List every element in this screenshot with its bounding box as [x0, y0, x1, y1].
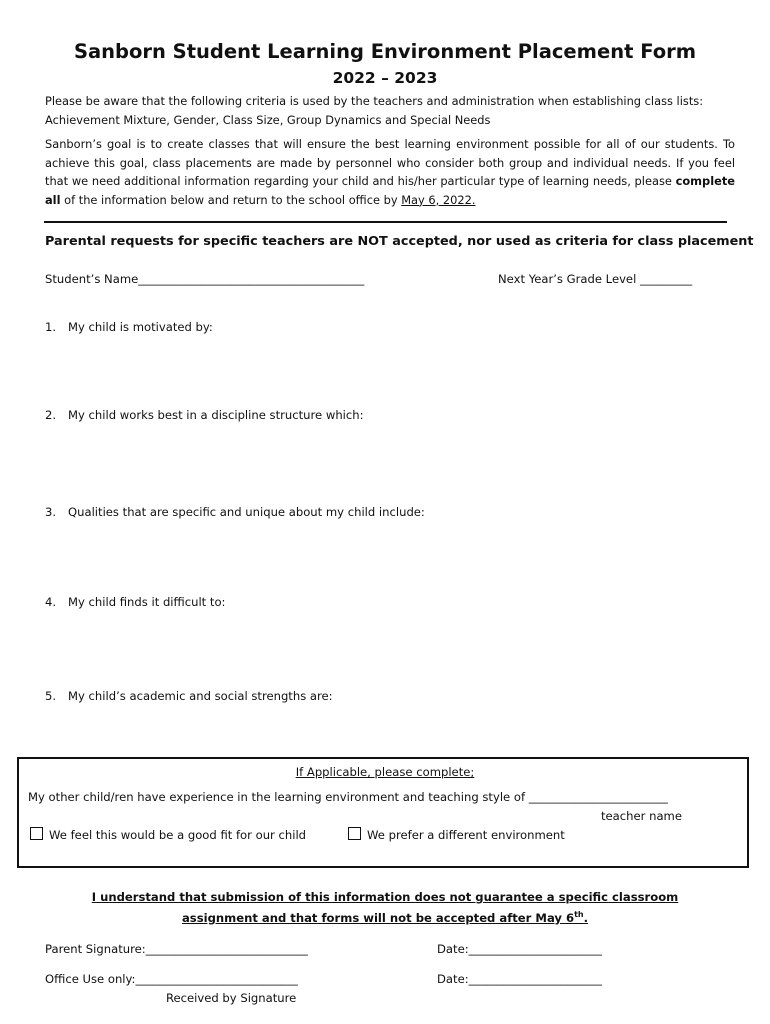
- question-5: [45, 689, 333, 703]
- parent-signature-blank[interactable]: ____________________________: [145, 942, 308, 956]
- different-environment-option[interactable]: [348, 827, 565, 842]
- office-date-field[interactable]: [437, 972, 602, 986]
- acknowledgement-end: .: [583, 910, 589, 925]
- if-applicable-heading: If Applicable, please complete;: [295, 765, 475, 779]
- question-text: Qualities that are specific and unique about my child include:: [68, 505, 425, 519]
- good-fit-option[interactable]: [30, 827, 306, 842]
- question-text: My child finds it difficult to:: [68, 595, 226, 609]
- question-2: [45, 408, 364, 422]
- parent-signature-label: Parent Signature:: [45, 942, 146, 956]
- question-text: My child is motivated by:: [68, 320, 213, 334]
- good-fit-label: We feel this would be a good fit for our child: [49, 828, 307, 842]
- question-4: [45, 595, 225, 609]
- received-by-caption: Received by Signature: [166, 991, 297, 1005]
- question-number: 3.: [45, 505, 57, 519]
- school-year: 2022 – 2023: [332, 69, 438, 87]
- different-environment-label: We prefer a different environment: [367, 828, 565, 842]
- question-number: 5.: [45, 689, 57, 703]
- sibling-experience-text: My other child/ren have experience in the learning environment and teaching style of: [28, 790, 526, 804]
- grade-level-field[interactable]: [498, 272, 692, 286]
- student-name-field[interactable]: [45, 272, 364, 286]
- goal-bold-text: complete all: [45, 174, 735, 207]
- office-use-blank[interactable]: ____________________________: [135, 972, 298, 986]
- parent-signature-field[interactable]: [45, 942, 308, 956]
- grade-level-blank[interactable]: _________: [639, 272, 693, 286]
- question-number: 1.: [45, 320, 57, 334]
- question-number: 4.: [45, 595, 57, 609]
- parent-date-label: Date:: [437, 942, 469, 956]
- criteria-line-1: Please be aware that the following criteria is used by the teachers and administration when establishing class lists:: [45, 94, 704, 108]
- office-date-label: Date:: [437, 972, 469, 986]
- acknowledgement-line-2: [0, 906, 770, 927]
- acknowledgement-sup: th: [574, 910, 584, 919]
- goal-text: Sanborn’s goal is to create classes that will ensure the best learning environment possible for all of our students. To achieve this goal, class placements are made by personnel who consider both group and individual needs. If you feel that we need additional information regarding your child and his/her particular type of learning needs, please: [45, 137, 735, 188]
- office-use-label: Office Use only:: [45, 972, 136, 986]
- different-environment-checkbox[interactable]: [348, 827, 361, 840]
- office-use-field[interactable]: [45, 972, 298, 986]
- goal-paragraph: [45, 135, 735, 209]
- teacher-name-blank[interactable]: ________________________: [528, 790, 668, 804]
- sibling-experience-field[interactable]: [28, 790, 668, 804]
- parental-requests-note: Parental requests for specific teachers are NOT accepted, nor used as criteria for class placement: [45, 234, 754, 249]
- acknowledgement-text: assignment and that forms will not be accepted after May 6: [181, 910, 575, 925]
- acknowledgement-line-1: I understand that submission of this information does not guarantee a specific classroom: [91, 890, 679, 904]
- deadline-date: May 6, 2022.: [401, 192, 476, 207]
- question-text: My child’s academic and social strengths are:: [68, 689, 333, 703]
- criteria-paragraph: [45, 92, 735, 129]
- grade-level-label: Next Year’s Grade Level: [498, 272, 637, 286]
- student-name-blank[interactable]: _______________________________________: [138, 272, 365, 286]
- office-date-blank[interactable]: _______________________: [468, 972, 602, 986]
- parent-date-field[interactable]: [437, 942, 602, 956]
- question-3: [45, 505, 425, 519]
- question-text: My child works best in a discipline structure which:: [68, 408, 364, 422]
- question-1: [45, 320, 213, 334]
- question-number: 2.: [45, 408, 57, 422]
- parent-date-blank[interactable]: _______________________: [468, 942, 602, 956]
- divider: [44, 221, 727, 223]
- criteria-line-2: Achievement Mixture, Gender, Class Size, Group Dynamics and Special Needs: [45, 112, 491, 127]
- good-fit-checkbox[interactable]: [30, 827, 43, 840]
- teacher-name-caption: teacher name: [601, 809, 682, 823]
- goal-tail-text: of the information below and return to the school office by: [64, 192, 398, 207]
- student-name-label: Student’s Name: [45, 272, 139, 286]
- page-title: Sanborn Student Learning Environment Placement Form: [73, 40, 697, 63]
